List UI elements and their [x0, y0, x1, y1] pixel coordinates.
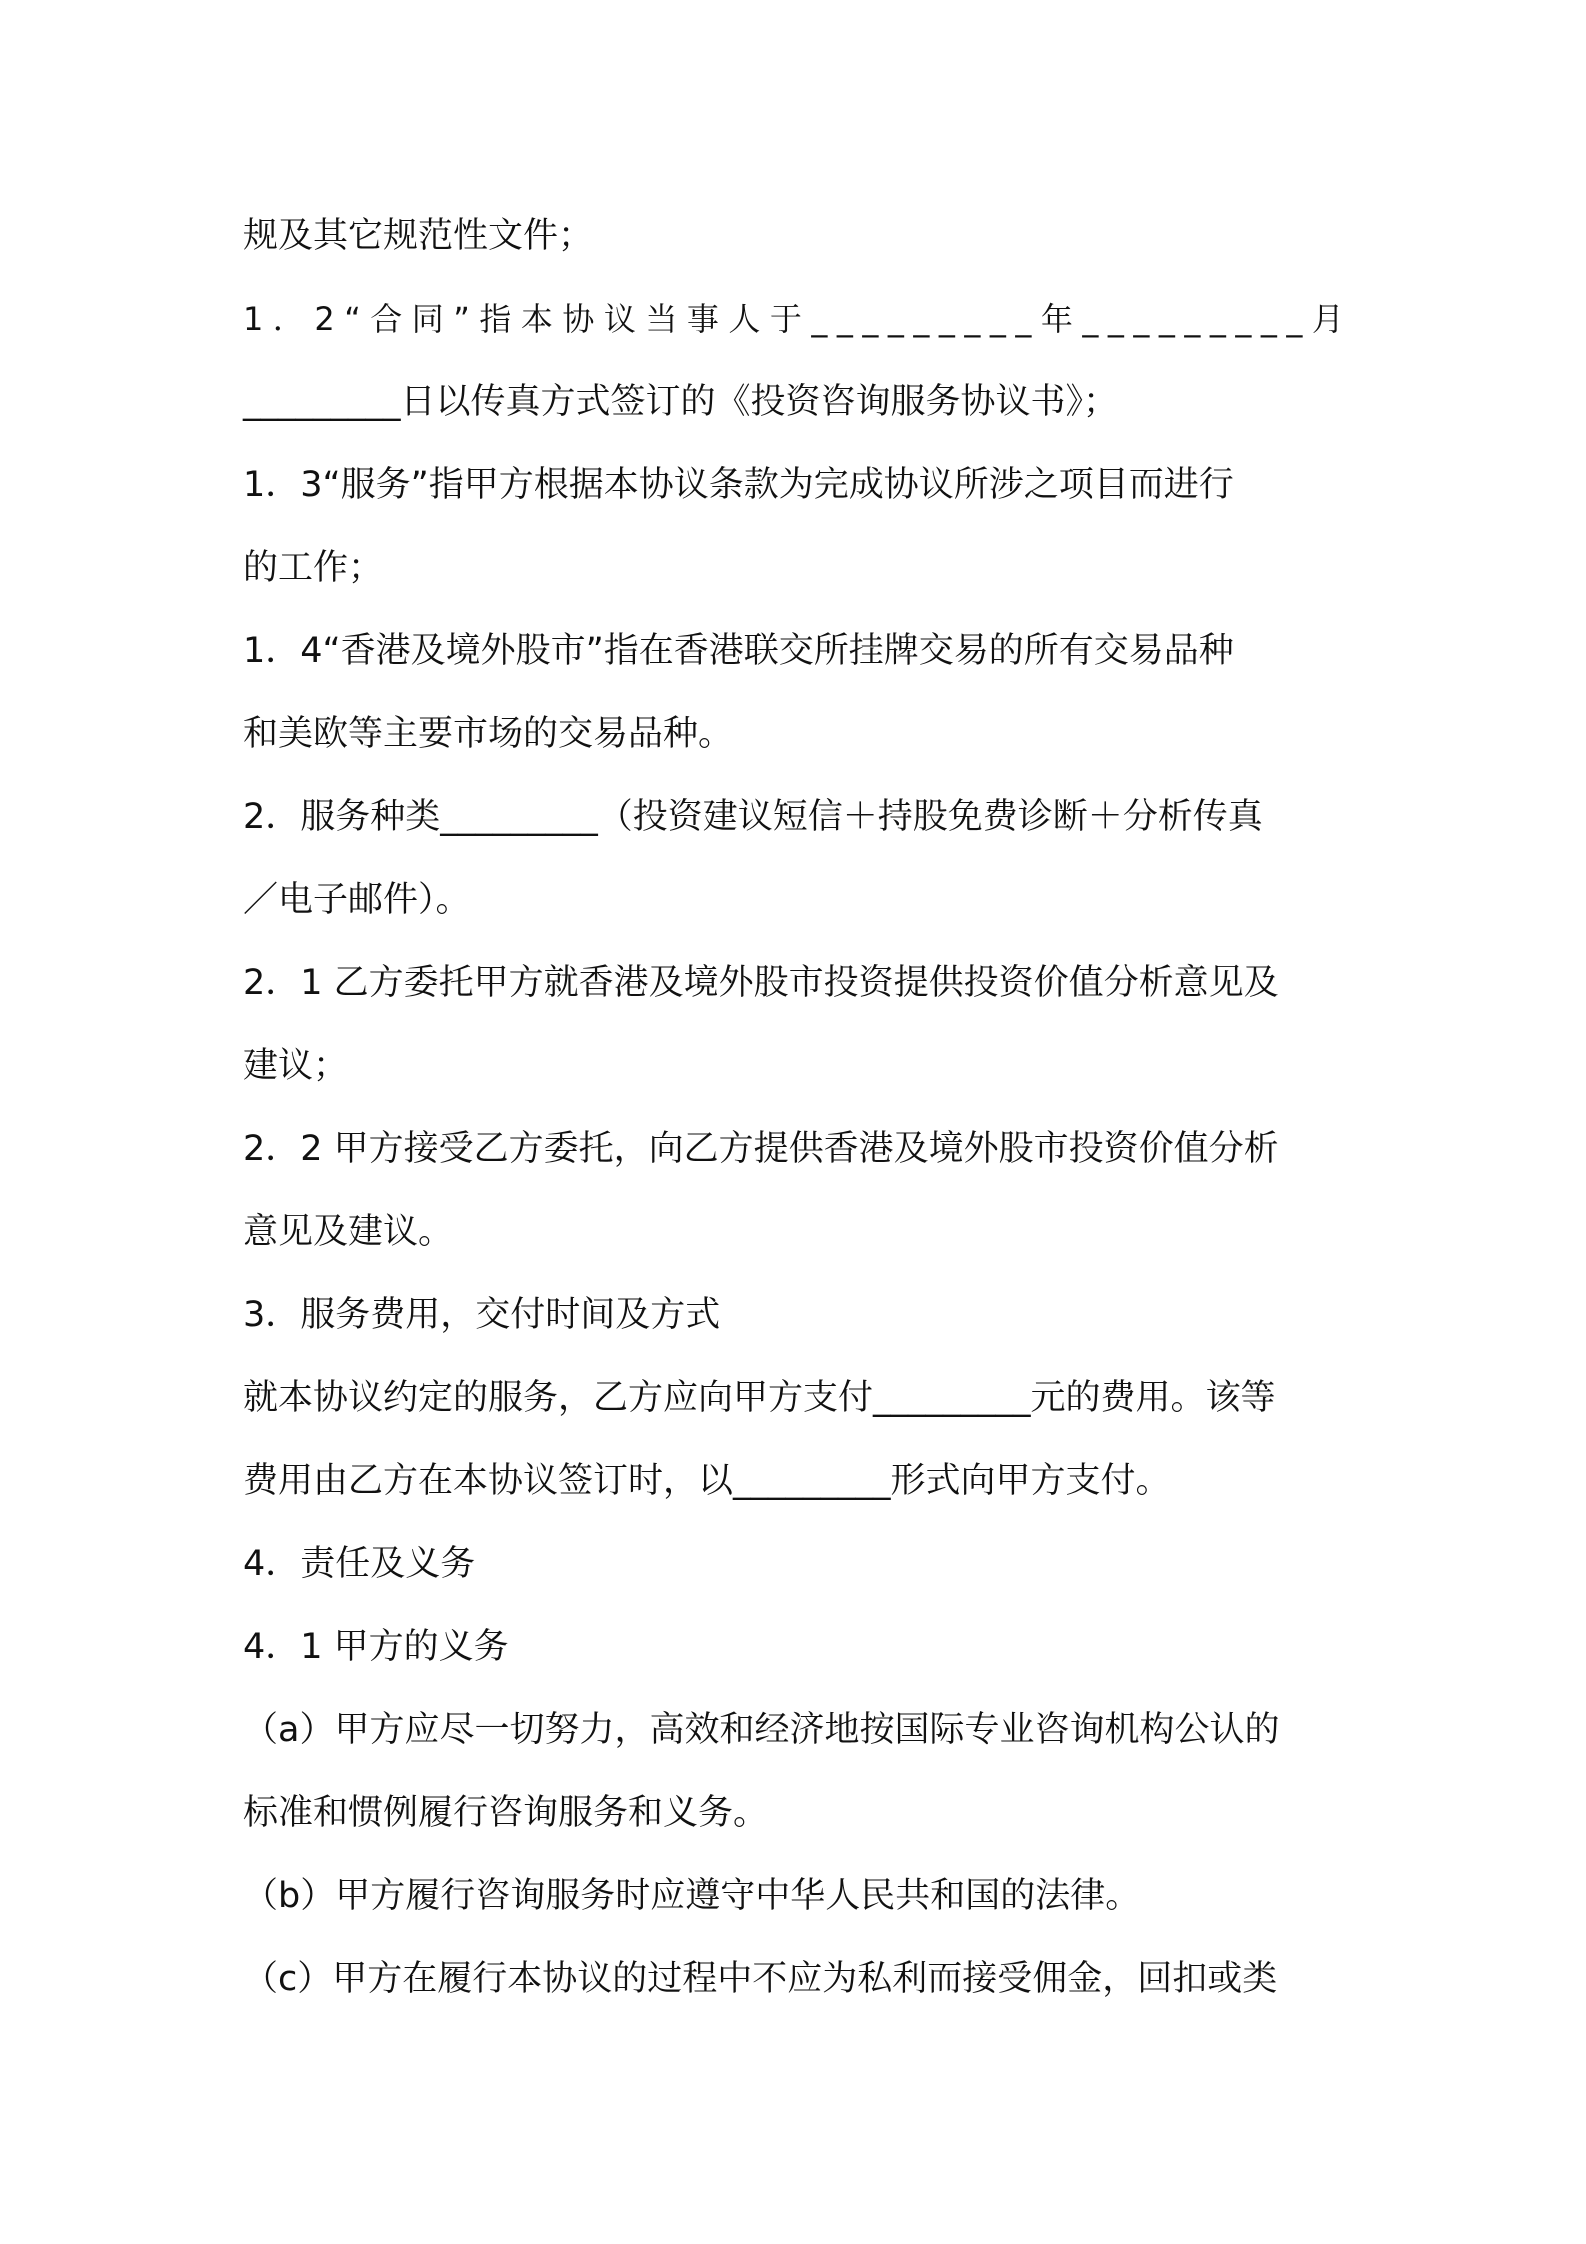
text-line-16: 费用由乙方在本协议签订时，以_________形式向甲方支付。 [243, 1461, 1171, 1501]
text-line-1: 规及其它规范性文件； [243, 216, 594, 256]
text-line-9: ／电子邮件）。 [243, 880, 471, 920]
text-line-14: 3．服务费用，交付时间及方式 [243, 1295, 721, 1335]
text-line-6: 1．4“香港及境外股市”指在香港联交所挂牌交易的所有交易品种 [243, 631, 1234, 671]
text-line-8: 2．服务种类_________（投资建议短信＋持股免费诊断＋分析传真 [243, 797, 1263, 837]
text-line-5: 的工作； [243, 548, 384, 588]
text-line-22: （c）甲方在履行本协议的过程中不应为私利而接受佣金，回扣或类 [243, 1959, 1278, 1999]
text-line-15: 就本协议约定的服务，乙方应向甲方支付_________元的费用。该等 [243, 1378, 1276, 1418]
text-line-19: （a）甲方应尽一切努力，高效和经济地按国际专业咨询机构公认的 [243, 1710, 1280, 1750]
text-line-7: 和美欧等主要市场的交易品种。 [243, 714, 734, 754]
text-line-2: 1．2“合同”指本协议当事人于_________年_________月 [243, 300, 1354, 338]
text-line-17: 4．责任及义务 [243, 1544, 476, 1584]
text-line-4: 1．3“服务”指甲方根据本协议条款为完成协议所涉之项目而进行 [243, 465, 1234, 505]
text-line-20: 标准和惯例履行咨询服务和义务。 [243, 1793, 769, 1833]
text-line-10: 2．1 乙方委托甲方就香港及境外股市投资提供投资价值分析意见及 [243, 963, 1279, 1003]
text-line-12: 2．2 甲方接受乙方委托，向乙方提供香港及境外股市投资价值分析 [243, 1129, 1279, 1169]
text-line-21: （b）甲方履行咨询服务时应遵守中华人民共和国的法律。 [243, 1876, 1141, 1916]
text-line-3: _________日以传真方式签订的《投资咨询服务协议书》； [243, 382, 1119, 422]
document-body [243, 195, 1353, 2021]
text-line-18: 4．1 甲方的义务 [243, 1627, 509, 1667]
text-line-13: 意见及建议。 [243, 1212, 454, 1252]
text-line-11: 建议； [243, 1046, 349, 1086]
